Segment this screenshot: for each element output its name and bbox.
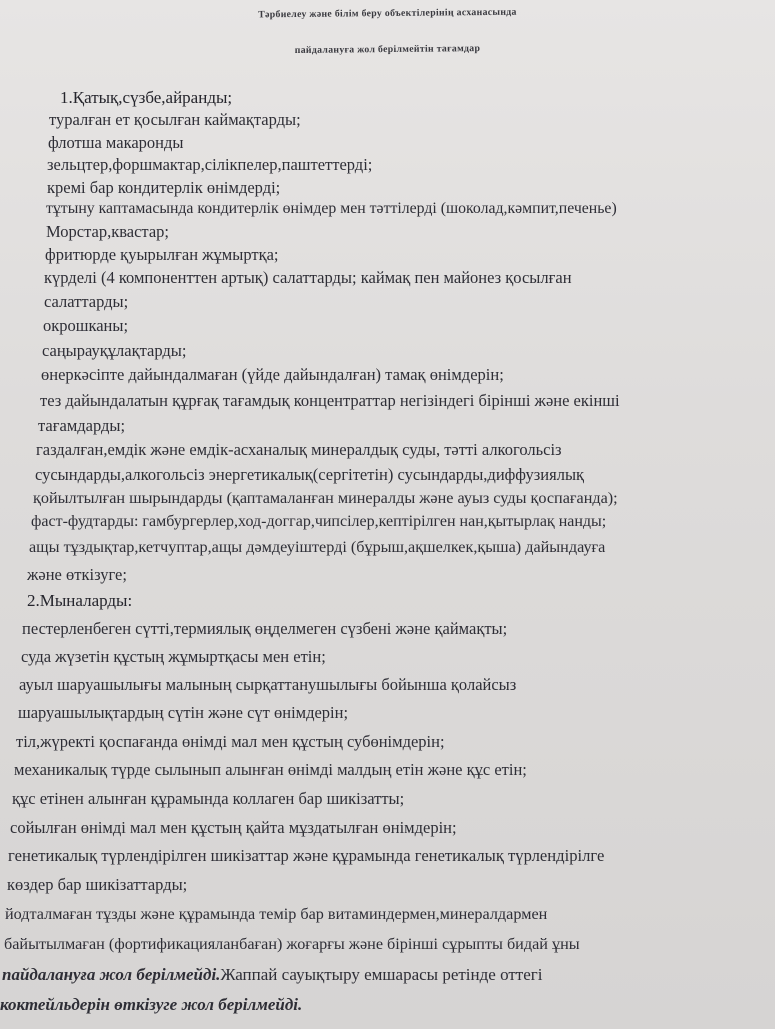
list-item: тағамдарды; <box>38 416 126 435</box>
list-item: Морстар,квастар; <box>46 222 170 241</box>
list-item: фаст-фудтарды: гамбургерлер,ход-доггар,чипсілер,кептірілген нан,қытырлақ нанды; <box>31 513 607 530</box>
list-item: суда жүзетін құстың жұмыртқасы мен етін; <box>21 647 326 666</box>
list-item: флотша макаронды <box>48 133 184 152</box>
list-item: тіл,жүректі қоспағанда өнімді мал мен құстың субөнімдерін; <box>16 732 445 751</box>
list-item: сойылған өнімді мал мен құстың қайта мұздатылған өнімдерін; <box>10 818 457 837</box>
title-line-2: пайдалануға жол берілмейтін тағамдар <box>294 43 481 56</box>
list-item: генетикалық түрлендірілген шикізаттар және құрамында генетикалық түрлендірілге <box>8 846 605 865</box>
list-item: саңырауқұлақтарды; <box>42 341 187 360</box>
final-line-2: коктейльдерін өткізуге жол берілмейді. <box>0 995 303 1014</box>
list-item: құс етінен алынған құрамында коллаген бар шикізатты; <box>12 789 405 808</box>
list-item: пестерленбеген сүтті,термиялық өңделмеген сүзбені және қаймақты; <box>22 619 508 638</box>
list-item: және өткізуге; <box>27 565 127 584</box>
list-item: тұтыну каптамасында кондитерлік өнімдер мен тәттілерді (шоколад,кәмпит,печенье) <box>46 200 617 217</box>
list-item: сусындарды,алкогольсіз энергетикалық(сергітетін) сусындарды,диффузиялық <box>35 465 585 484</box>
list-item: өнеркәсіпте дайындалмаған (үйде дайындалған) тамақ өнімдерін; <box>41 365 504 384</box>
list-item: тез дайындалатын құрғақ тағамдық концентраттар негізіндегі бірінші және екінші <box>40 391 620 410</box>
section1-heading: 1.Қатық,сүзбе,айранды; <box>60 88 233 107</box>
list-item: ауыл шаруашылығы малының сырқаттанушылығы бойынша қолайсыз <box>19 675 517 694</box>
list-item: қойылтылған шырындарды (қаптамаланған минералды және ауыз суды қоспағанда); <box>33 489 618 507</box>
list-item: байытылмаған (фортификацияланбаған) жоғарғы және бірінші сұрыпты бидай ұны <box>4 935 580 953</box>
final-line-1-rest: Жаппай сауықтыру емшарасы ретінде оттегі <box>220 965 543 984</box>
list-item: зельцтер,форшмактар,сілікпелер,паштеттерді; <box>47 155 373 174</box>
list-item: окрошканы; <box>43 316 129 335</box>
title-line-1: Тәрбиелеу және білім беру объектілерінің асханасында <box>258 6 517 21</box>
final-line-1-bold: пайдалануға жол берілмейді. <box>2 965 221 984</box>
list-item: йодталмаған тұзды және құрамында темір бар витаминдермен,минералдармен <box>5 905 548 923</box>
list-item: фритюрде қуырылған жұмыртқа; <box>45 245 279 264</box>
final-line-1 <box>2 965 542 985</box>
list-item: туралған ет қосылған каймақтарды; <box>49 110 301 129</box>
section2-heading: 2.Мыналарды: <box>27 591 133 610</box>
list-item: ащы тұздықтар,кетчуптар,ащы дәмдеуіштерді (бұрыш,ақшелкек,қыша) дайындауға <box>29 538 606 556</box>
list-item: механикалық түрде сылынып алынған өнімді малдың етін және құс етін; <box>14 760 527 779</box>
list-item: көздер бар шикізаттарды; <box>7 875 188 894</box>
list-item: салаттарды; <box>44 292 129 311</box>
list-item: күрделі (4 компоненттен артық) салаттарды; каймақ пен майонез қосылған <box>44 268 572 287</box>
list-item: шаруашылықтардың сүтін және сүт өнімдерін; <box>18 703 349 722</box>
list-item: газдалған,емдік және емдік-асханалық минералдық суды, тәтті алкогольсіз <box>36 440 562 459</box>
list-item: кремі бар кондитерлік өнімдерді; <box>47 178 281 197</box>
